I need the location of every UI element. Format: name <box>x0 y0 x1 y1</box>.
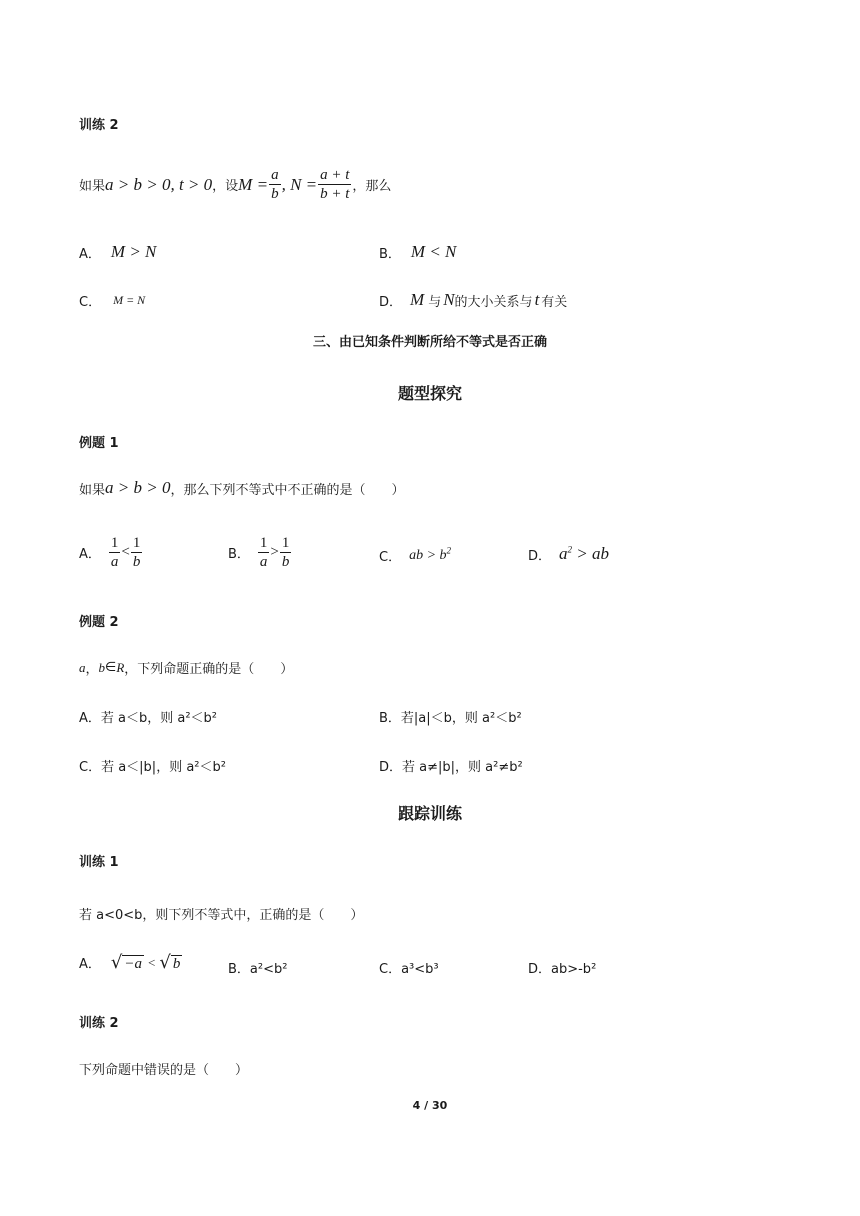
fraction-denominator: b <box>281 554 290 570</box>
option-a <box>79 242 156 262</box>
example-1-option-d <box>528 544 609 564</box>
variable-a: a <box>79 659 86 675</box>
example-1-prefix: 如果 <box>79 482 106 498</box>
option-a-expression: M > N <box>110 242 157 261</box>
example-2-option-b: B．若|a|＜b，则 a²＜b² <box>379 711 522 726</box>
training-1-heading: 训练 1 <box>79 855 119 870</box>
option-d <box>379 290 567 310</box>
option-b-expression: M < N <box>410 242 457 261</box>
option-expression <box>559 544 609 564</box>
fraction <box>280 534 292 571</box>
option-d-n: N <box>443 290 455 309</box>
fraction-denominator: b + t <box>320 186 350 202</box>
radicand: b <box>172 955 181 972</box>
section-heading: 三、由已知条件判断所给不等式是否正确 <box>312 335 547 350</box>
option-d-text-3: 有关 <box>541 294 568 310</box>
fraction-denominator: b <box>132 554 141 570</box>
fraction <box>109 534 121 571</box>
option-c-expression: M = N <box>113 293 146 307</box>
option-c <box>79 291 145 310</box>
element-of: ∈ <box>105 660 117 675</box>
expression-rest: > ab <box>572 544 609 563</box>
fraction <box>258 534 270 571</box>
option-label: D． <box>528 548 552 564</box>
expression-base: a <box>559 544 568 563</box>
option-d-text: 与 <box>428 294 442 310</box>
option-expression <box>409 544 452 564</box>
fraction-numerator: a <box>271 167 279 183</box>
example-2-heading: 例题 2 <box>79 615 119 630</box>
condition-expression: a > b > 0, t > 0 <box>105 174 213 194</box>
example-1-option-b <box>228 534 292 571</box>
training-2b-heading: 训练 2 <box>79 1016 119 1031</box>
option-d-label: D． <box>379 294 403 310</box>
example-1-condition: a > b > 0 <box>105 478 171 497</box>
n-equals: , N = <box>281 174 318 194</box>
example-2-option-c: C．若 a＜|b|，则 a²＜b² <box>79 760 226 775</box>
training-2-heading: 训练 2 <box>79 118 119 133</box>
fraction <box>131 534 143 571</box>
option-label: B． <box>228 547 250 562</box>
variable-b: b <box>98 659 106 675</box>
m-equals: M = <box>238 174 269 194</box>
fraction-numerator: 1 <box>281 535 290 551</box>
option-b <box>379 242 456 262</box>
example-2-option-a: A．若 a＜b，则 a²＜b² <box>79 711 218 726</box>
explore-heading: 题型探究 <box>397 384 462 403</box>
example-1-option-c <box>379 546 451 565</box>
fraction-denominator: a <box>259 554 268 570</box>
option-label: A． <box>79 547 101 562</box>
sqrt-neg-a <box>110 951 144 973</box>
option-b-label: B． <box>379 246 401 262</box>
option-d-t: t <box>534 290 540 309</box>
radical-icon: √ <box>110 951 123 973</box>
example-1-option-a <box>79 534 143 571</box>
question-prefix: 如果 <box>79 179 106 194</box>
operator: < <box>121 544 130 560</box>
example-2-option-d: D．若 a≠|b|，则 a²≠b² <box>379 760 523 775</box>
radicand: −a <box>124 955 143 972</box>
option-a-label: A． <box>79 246 101 262</box>
exponent: 2 <box>446 544 452 555</box>
separator: ， <box>85 662 99 677</box>
fraction-numerator: 1 <box>132 535 141 551</box>
example-1-question <box>79 478 404 498</box>
option-label: A． <box>79 957 101 972</box>
set-r: R <box>116 659 125 675</box>
option-c-label: C． <box>79 295 102 310</box>
radical-icon: √ <box>159 951 171 973</box>
training-1-option-a <box>79 953 182 972</box>
training-2b-question: 下列命题中错误的是（ ） <box>79 1063 249 1078</box>
tracking-heading: 跟踪训练 <box>397 804 462 823</box>
operator: < <box>148 954 156 970</box>
fraction-numerator: 1 <box>259 535 268 551</box>
example-1-heading: 例题 1 <box>79 436 119 451</box>
training-1-option-d: D．ab>-b² <box>528 962 597 977</box>
fraction-numerator: a + t <box>320 167 350 183</box>
option-d-text-2: 的大小关系与 <box>454 294 533 310</box>
expression-base: ab > b <box>409 547 447 563</box>
page-number: 4 / 30 <box>412 1099 448 1112</box>
fraction-denominator: b <box>271 186 279 202</box>
operator: > <box>270 544 279 560</box>
exponent: 2 <box>567 544 573 555</box>
question-set-word: ，设 <box>212 179 239 194</box>
example-2-question <box>79 658 293 677</box>
example-2-rest: ，下列命题正确的是（ ） <box>124 662 294 677</box>
training-1-option-c: C．a³<b³ <box>379 962 439 977</box>
fraction-numerator: 1 <box>110 535 119 551</box>
training-1-question: 若 a<0<b，则下列不等式中，正确的是（ ） <box>79 908 364 923</box>
training-1-option-b: B．a²<b² <box>228 962 288 977</box>
option-label: C． <box>379 550 402 565</box>
question-then: ，那么 <box>352 179 392 194</box>
option-d-m: M <box>410 290 425 309</box>
fraction-at-over-bt <box>318 166 351 203</box>
question-line <box>79 166 391 203</box>
sqrt-b <box>159 951 182 973</box>
example-1-suffix: ，那么下列不等式中不正确的是（ ） <box>170 482 405 498</box>
fraction-denominator: a <box>110 554 119 570</box>
fraction-a-over-b <box>269 166 281 203</box>
